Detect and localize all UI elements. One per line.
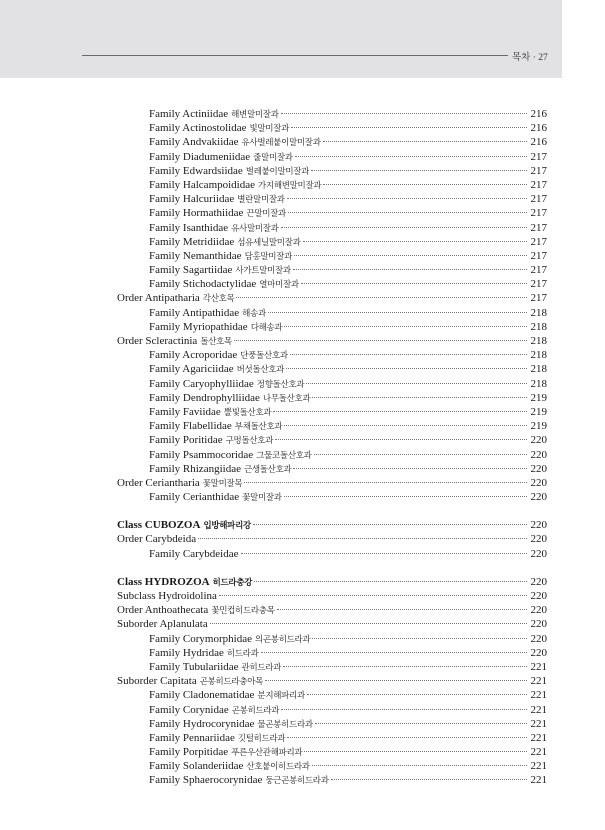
toc-page-number: 221 [530, 717, 547, 730]
toc-entry-name: Family Flabellidae [149, 420, 232, 433]
toc-entry-korean-name: 꽃말미잘목 [202, 478, 243, 489]
toc-entry-korean-name: 각산호목 [202, 294, 235, 305]
toc-entry[interactable] [117, 476, 547, 490]
toc-entry-korean-name: 버섯돌산호과 [236, 365, 285, 376]
toc-entry-name: Family Cladonematidae [149, 689, 255, 702]
toc-entry-label [149, 192, 285, 207]
toc-page-number: 220 [530, 533, 547, 546]
toc-entry-korean-name: 단풍돌산호과 [240, 351, 288, 362]
toc-entry-label [149, 235, 301, 250]
toc-entry[interactable] [117, 632, 547, 646]
toc-entry-name: Family Faviidae [149, 405, 221, 418]
toc-page-number: 220 [530, 462, 547, 475]
toc-entry[interactable] [117, 688, 547, 702]
dot-leader [293, 468, 527, 469]
toc-entry-korean-name: 히드라충강 [212, 577, 253, 588]
toc-entry-korean-name: 다해송과 [250, 322, 283, 333]
toc-page-number: 217 [530, 264, 547, 277]
toc-page-number: 216 [530, 136, 547, 149]
dot-leader [303, 241, 527, 242]
toc-entry-name: Order Anthoathecata [117, 604, 209, 617]
toc-entry-name: Order Ceriantharia [117, 476, 200, 489]
toc-entry[interactable] [117, 135, 547, 149]
dot-leader [284, 496, 527, 497]
toc-entry-label [149, 221, 279, 236]
toc-entry-korean-name: 열마미잘과 [259, 280, 299, 291]
toc-page-number: 221 [530, 689, 547, 702]
dot-leader [277, 609, 527, 610]
toc-entry[interactable] [117, 547, 547, 561]
toc-entry-name: Family Hydridae [149, 646, 224, 659]
toc-entry[interactable] [117, 575, 547, 589]
dot-leader [254, 581, 527, 582]
toc-entry-label [149, 660, 281, 675]
running-head: 목차 · 27 [512, 53, 548, 63]
toc-entry-label [149, 688, 305, 703]
toc-page-number: 217 [530, 164, 547, 177]
toc-entry[interactable] [117, 490, 547, 504]
dot-leader [323, 141, 527, 142]
toc-entry-korean-name: 산호붙이히드라과 [246, 762, 310, 773]
dot-leader [234, 340, 527, 341]
toc-entry[interactable] [117, 448, 547, 462]
toc-entry-korean-name: 꽃말미잘과 [242, 493, 282, 504]
toc-entry[interactable] [117, 745, 547, 759]
toc-entry-korean-name: 담홍말미잘과 [244, 251, 293, 262]
dot-leader [281, 227, 527, 228]
dot-leader [281, 113, 527, 114]
toc-entry-name: Suborder Capitata [117, 675, 197, 688]
toc-entry-name: Family Pennariidae [149, 731, 235, 744]
toc-entry-name: Family Diadumeniidae [149, 150, 251, 163]
toc-entry[interactable] [117, 617, 547, 631]
toc-entry-korean-name: 사가트말미잘과 [235, 266, 291, 277]
toc-entry-name: Family Acroporidae [149, 349, 238, 362]
toc-entry-name: Family Actiniidae [149, 108, 229, 120]
toc-entry[interactable] [117, 206, 547, 220]
section-gap [117, 504, 547, 518]
toc-entry-label [149, 405, 271, 420]
toc-entry-korean-name: 섬유세닐말미잘과 [237, 237, 301, 248]
toc-entry-korean-name: 해송과 [242, 308, 266, 319]
toc-page-number: 221 [530, 660, 547, 673]
toc-entry-korean-name: 그물코돌산호과 [256, 450, 312, 461]
toc-entry-korean-name: 뿔빛돌산호과 [223, 407, 272, 418]
toc-page-number: 221 [530, 675, 547, 688]
toc-entry-korean-name: 푸른우산관해파리과 [231, 748, 303, 759]
toc-entry-label [149, 306, 266, 321]
toc-page-number: 216 [530, 108, 547, 120]
toc-entry-korean-name: 정향돌산호과 [256, 379, 305, 390]
toc-entry-korean-name: 유사벌레붙이말미잘과 [241, 138, 321, 149]
toc-entry-korean-name: 물곤봉히드라과 [257, 719, 313, 730]
dot-leader [291, 127, 527, 128]
toc-page-number: 217 [530, 150, 547, 163]
toc-entry-label [117, 589, 217, 603]
dot-leader [236, 297, 527, 298]
toc-entry[interactable] [117, 249, 547, 263]
toc-entry[interactable] [117, 717, 547, 731]
dot-leader [312, 638, 527, 639]
toc-entry-label [149, 277, 299, 292]
dot-leader [304, 751, 527, 752]
toc-entry-label [149, 135, 321, 150]
dot-leader [275, 439, 527, 440]
toc-entry-name: Family Corynidae [149, 703, 229, 716]
toc-entry[interactable] [117, 731, 547, 745]
toc-entry[interactable] [117, 377, 547, 391]
dot-leader [295, 156, 527, 157]
toc-page-number: 217 [530, 178, 547, 191]
toc-entry-label [117, 603, 275, 618]
toc-entry-label [149, 646, 259, 661]
toc-entry-korean-name: 구멍돌산호과 [225, 436, 274, 447]
toc-page-number: 220 [530, 448, 547, 461]
toc-page-number: 218 [530, 320, 547, 333]
toc-entry[interactable] [117, 263, 547, 277]
toc-entry-name: Family Psammocoridae [149, 448, 254, 461]
dot-leader [306, 383, 527, 384]
dot-leader [219, 595, 527, 596]
toc-entry[interactable] [117, 348, 547, 362]
toc-page-number: 219 [530, 391, 547, 404]
toc-entry-name: Family Dendrophylliidae [149, 391, 260, 404]
toc-page-number: 216 [530, 122, 547, 135]
toc-entry-label [117, 532, 196, 546]
toc-entry-label [149, 249, 292, 264]
toc-entry-korean-name: 줄말미잘과 [253, 152, 293, 163]
toc-entry-label [149, 490, 282, 505]
dot-leader [281, 709, 527, 710]
toc-entry-label [149, 773, 329, 788]
toc-page-number: 217 [530, 249, 547, 262]
toc-entry-name: Family Sphaerocorynidae [149, 774, 263, 787]
toc-entry-label [149, 348, 288, 363]
toc-entry[interactable] [117, 178, 547, 192]
toc-entry-name: Family Metridiidae [149, 235, 235, 248]
toc-entry-name: Family Myriopathidae [149, 320, 248, 333]
toc-page-number: 221 [530, 731, 547, 744]
toc-page-number: 220 [530, 618, 547, 631]
toc-entry-name: Order Scleractinia [117, 335, 198, 347]
toc-entry-name: Family Sagartiidae [149, 264, 233, 277]
toc-entry-label [149, 164, 309, 179]
dot-leader [293, 269, 527, 270]
toc-entry[interactable] [117, 773, 547, 787]
toc-entry-label [117, 617, 208, 631]
dot-leader [244, 482, 527, 483]
dot-leader [287, 198, 527, 199]
dot-leader [312, 765, 527, 766]
toc-entry-name: Family Rhizangiidae [149, 462, 241, 475]
toc-entry-name: Family Corymorphidae [149, 632, 252, 645]
toc-entry-name: Order Carybdeida [117, 533, 197, 546]
toc-entry-name: Family Solanderiidae [149, 760, 244, 773]
toc-entry-name: Family Halcampoididae [149, 178, 255, 191]
toc-entry[interactable] [117, 433, 547, 447]
toc-entry-name: Family Cerianthidae [149, 491, 240, 504]
toc-entry[interactable] [117, 759, 547, 773]
toc-entry-label [149, 448, 312, 463]
toc-entry-korean-name: 꽃민컵히드라충목 [211, 606, 275, 617]
toc-entry-korean-name: 둥근곤봉히드라과 [265, 776, 329, 787]
toc-page-number: 217 [530, 292, 547, 305]
toc-page-number: 218 [530, 335, 547, 347]
toc-entry-name: Family Andvakiidae [149, 136, 239, 149]
dot-leader [253, 524, 527, 525]
toc-entry-name: Family Nemanthidae [149, 249, 242, 262]
dot-leader [265, 680, 527, 681]
toc-entry-korean-name: 가지해변말미잘과 [258, 180, 322, 191]
toc-entry-korean-name: 히드라과 [226, 648, 259, 659]
toc-page-number: 217 [530, 193, 547, 206]
toc-entry[interactable] [117, 674, 547, 688]
toc-entry-label [117, 674, 263, 689]
toc-entry[interactable] [117, 646, 547, 660]
toc-page-number: 220 [530, 491, 547, 504]
toc-entry-label [149, 263, 291, 278]
toc-entry-name: Family Hormathiidae [149, 207, 244, 220]
toc-entry-korean-name: 벌레붙이말미잘과 [245, 166, 310, 177]
dot-leader [286, 368, 527, 369]
dot-leader [294, 255, 527, 256]
toc-page-number: 217 [530, 278, 547, 291]
toc-entry-name: Family Actinostolidae [149, 122, 247, 135]
toc-entry-label [117, 334, 232, 349]
toc-entry-korean-name: 빛말미잘과 [249, 124, 290, 135]
toc-entry[interactable] [117, 405, 547, 419]
toc-entry-korean-name: 관히드라과 [241, 662, 282, 673]
dot-leader [284, 326, 527, 327]
toc-entry-korean-name: 유사말미잘과 [231, 223, 279, 234]
toc-entry-label [149, 178, 321, 193]
toc-entry-korean-name: 입방해파리강 [203, 521, 251, 532]
toc-page-number: 219 [530, 420, 547, 433]
toc-entry[interactable] [117, 589, 547, 603]
dot-leader [198, 538, 527, 539]
toc-entry[interactable] [117, 291, 547, 305]
toc-entry-label [149, 703, 279, 718]
page-header-band [0, 0, 562, 78]
dot-leader [284, 425, 527, 426]
toc-entry[interactable] [117, 221, 547, 235]
toc-page-number: 217 [530, 221, 547, 234]
toc-page-number: 217 [530, 207, 547, 220]
dot-leader [288, 212, 527, 213]
toc-entry[interactable] [117, 532, 547, 546]
toc-entry[interactable] [117, 107, 547, 121]
toc-entry[interactable] [117, 320, 547, 334]
toc-page-number: 220 [530, 547, 547, 560]
toc-entry[interactable] [117, 121, 547, 135]
toc-entry-name: Family Isanthidae [149, 221, 229, 234]
toc-entry[interactable] [117, 306, 547, 320]
toc-entry-label [149, 320, 282, 335]
toc-entry-name: Family Porpitidae [149, 746, 229, 759]
toc-entry-name: Family Poritidae [149, 434, 223, 447]
toc-entry-label [149, 745, 302, 760]
toc-entry-label [117, 291, 234, 306]
toc-entry-label [149, 419, 282, 434]
toc-entry-label [149, 206, 286, 221]
toc-entry-name: Family Caryophylliidae [149, 377, 254, 390]
toc-entry-name: Class HYDROZOA [117, 575, 210, 588]
toc-page-number: 220 [530, 476, 547, 489]
toc-entry[interactable] [117, 164, 547, 178]
dot-leader [315, 723, 527, 724]
toc-entry[interactable] [117, 660, 547, 674]
toc-page-number: 221 [530, 760, 547, 773]
toc-page-number: 220 [530, 519, 547, 532]
table-of-contents [117, 107, 547, 788]
dot-leader [312, 397, 527, 398]
toc-entry[interactable] [117, 150, 547, 164]
toc-entry-korean-name: 끈말미잘과 [246, 209, 286, 220]
toc-page-number: 218 [530, 377, 547, 390]
dot-leader [287, 737, 527, 738]
toc-entry-korean-name: 돌산호목 [200, 337, 232, 347]
dot-leader [301, 283, 527, 284]
toc-entry-name: Class CUBOZOA [117, 519, 201, 532]
toc-entry-label [149, 731, 285, 746]
dot-leader [241, 553, 527, 554]
toc-entry[interactable] [117, 462, 547, 476]
dot-leader [261, 652, 527, 653]
toc-page-number: 220 [530, 434, 547, 447]
toc-entry-korean-name: 깃털히드라과 [237, 733, 286, 744]
dot-leader [283, 666, 527, 667]
toc-page-number: 218 [530, 363, 547, 376]
toc-entry-label [149, 717, 313, 732]
toc-entry[interactable] [117, 391, 547, 405]
toc-page-number: 220 [530, 632, 547, 645]
toc-page-number: 218 [530, 349, 547, 362]
dot-leader [210, 623, 527, 624]
toc-entry-name: Family Tubulariidae [149, 660, 239, 673]
toc-entry-name: Suborder Aplanulata [117, 618, 208, 631]
toc-entry-name: Order Antipatharia [117, 292, 200, 305]
toc-entry-label [149, 377, 304, 392]
toc-page-number: 218 [530, 306, 547, 319]
toc-entry-label [149, 462, 291, 477]
toc-entry-label [149, 433, 273, 448]
toc-page-number: 221 [530, 774, 547, 787]
dot-leader [331, 779, 527, 780]
toc-entry-label [149, 107, 279, 122]
dot-leader [311, 170, 527, 171]
toc-entry-name: Family Agariciidae [149, 363, 234, 376]
toc-entry-name: Family Edwardsiidae [149, 164, 243, 177]
toc-entry-label [117, 476, 242, 491]
toc-entry-label [149, 362, 284, 377]
toc-page-number: 220 [530, 575, 547, 588]
toc-entry[interactable] [117, 362, 547, 376]
toc-entry-label [149, 759, 310, 774]
toc-entry-name: Subclass Hydroidolina [117, 590, 217, 602]
section-gap [117, 561, 547, 575]
toc-page-number: 220 [530, 646, 547, 659]
toc-entry-korean-name: 부채돌산호과 [234, 422, 283, 433]
toc-page-number: 220 [530, 590, 547, 602]
toc-entry[interactable] [117, 419, 547, 433]
toc-entry-name: Family Hydrocorynidae [149, 717, 255, 730]
toc-entry-label [149, 547, 239, 561]
dot-leader [268, 312, 527, 313]
toc-entry-label [117, 575, 252, 590]
toc-page-number: 219 [530, 405, 547, 418]
toc-entry-korean-name: 분지해파리과 [257, 691, 305, 702]
toc-entry[interactable] [117, 192, 547, 206]
toc-entry-name: Family Carybdeidae [149, 547, 239, 560]
header-rule [82, 55, 508, 56]
toc-entry-label [149, 121, 289, 136]
dot-leader [307, 694, 527, 695]
toc-entry-korean-name: 의곤봉히드라과 [254, 634, 311, 645]
toc-entry[interactable] [117, 703, 547, 717]
toc-entry[interactable] [117, 277, 547, 291]
toc-page-number: 220 [530, 604, 547, 617]
dot-leader [273, 411, 527, 412]
toc-entry-korean-name: 근생돌산호과 [243, 464, 292, 475]
toc-entry-name: Family Halcuriidae [149, 193, 235, 206]
toc-entry-label [149, 632, 310, 647]
toc-entry[interactable] [117, 334, 547, 348]
toc-entry-korean-name: 해변말미잘과 [231, 110, 279, 120]
dot-leader [290, 354, 527, 355]
toc-entry-korean-name: 곤봉히드라충아목 [199, 677, 264, 688]
toc-entry-name: Family Antipathidae [149, 306, 240, 319]
toc-entry-label [149, 150, 293, 165]
toc-entry[interactable] [117, 603, 547, 617]
toc-page-number: 221 [530, 746, 547, 759]
toc-entry-korean-name: 별란말미잘과 [237, 195, 285, 206]
toc-entry[interactable] [117, 518, 547, 532]
toc-page-number: 221 [530, 703, 547, 716]
toc-page-number: 217 [530, 235, 547, 248]
toc-entry-label [149, 391, 310, 406]
toc-entry-korean-name: 곤봉히드라과 [231, 705, 280, 716]
toc-entry[interactable] [117, 235, 547, 249]
toc-entry-korean-name: 나무돌산호과 [262, 393, 311, 404]
dot-leader [323, 184, 527, 185]
toc-entry-label [117, 518, 251, 533]
toc-entry-name: Family Stichodactylidae [149, 278, 257, 291]
dot-leader [314, 454, 527, 455]
